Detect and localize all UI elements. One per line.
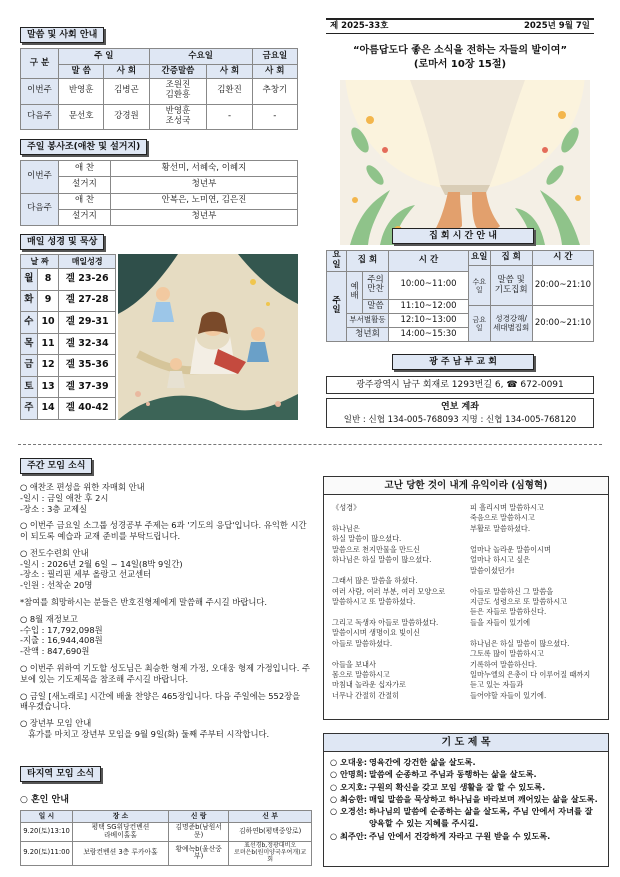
week-label: 다음주: [21, 193, 59, 226]
news-line: -잔액 : 847,690원: [20, 646, 90, 657]
prayer-text: 말씀에 순종하고 주님과 동행하는 삶을 살도록.: [369, 769, 537, 780]
fri-time: 20:00~21:10: [532, 306, 593, 342]
fri-meet: 성경강해/ 세대별집회: [490, 306, 532, 342]
prayer-item: [330, 793, 602, 805]
wed-meet: 말씀 및 기도집회: [490, 266, 532, 306]
wed-date: 9.20(토)11:00: [21, 841, 73, 865]
reading-num: 12: [37, 355, 59, 377]
verse-text: “아름답도다 좋은 소식을 전하는 자들의 발이여”: [352, 45, 568, 56]
prayer-text: 주님 안에서 건강하게 자라고 구원 받을 수 있도록.: [369, 830, 551, 841]
wedding-title: ○ 혼인 안내: [20, 795, 69, 805]
reading-text: 겔 27-28: [59, 290, 116, 312]
poem-line: [470, 576, 590, 586]
prayer-item: [330, 830, 602, 842]
poem-line: 들을 자들이 있기에: [470, 617, 531, 627]
poem-line: 죽음으로 말씀하시고: [470, 513, 535, 523]
prayer-title: 기 도 제 목: [324, 734, 608, 752]
preaching-table: [20, 48, 298, 130]
poem-line: 말씀이시며 생명이요 빛이신: [332, 628, 420, 638]
poem-line: 아들을 보내사: [332, 659, 376, 669]
reading-day: 화: [21, 290, 38, 312]
poem-line: 말씀하시고 또 말씀하셨다.: [332, 596, 416, 606]
wed-place: 보람컨벤션 3층 루카아홀: [73, 841, 169, 865]
prayer-text: 매일 말씀을 묵상하고 하나님을 바라보며 깨어있는 삶을 살도록.: [369, 793, 598, 804]
verse-ref: (로마서 10장 15절): [413, 59, 507, 70]
poem-line: 기록하여 말씀하신다.: [470, 659, 538, 669]
prayer-text: 구원의 확신을 갖고 모임 생활을 잘 할 수 있도록.: [369, 781, 546, 792]
col-verse: 매일성경: [59, 255, 116, 269]
weekly-news: [20, 482, 310, 746]
news-item: [20, 597, 310, 608]
poem-line: 마침내 놀라운 십자가로: [332, 680, 407, 690]
church-name: 광 주 남 부 교 회: [392, 354, 534, 370]
prayer-name: ○ 오경선:: [330, 806, 367, 817]
fri-label: 금요일: [469, 306, 491, 342]
poem-line: 몸으로 말씀하시고: [332, 670, 390, 679]
prayer-item: [330, 805, 602, 830]
poem-line: 들어야할 자들이 있기에.: [470, 690, 547, 700]
news-line: 휴가를 마치고 장년부 모임을 9월 9일(화) 둘째 주부터 시작합니다.: [28, 728, 270, 739]
host-cell: 강경원: [104, 104, 149, 130]
fri-host-cell: 추창기: [252, 79, 297, 105]
theme-verse: [326, 44, 594, 72]
poem-line: 아들로 말씀하신 그 말씀을: [470, 586, 554, 596]
dish-label: 설거지: [59, 209, 111, 225]
poem-line: 하나님은: [332, 523, 360, 533]
wedding-table: [20, 810, 312, 866]
poem-line: 그토록 많이 말씀하시고: [470, 649, 545, 659]
col-fri: 금요일: [252, 49, 297, 65]
poem-line: 그리고 독생자 아들로 말씀하셨다.: [332, 617, 439, 627]
poem-line: 여러 사람, 여러 부분, 여러 모양으로: [332, 586, 446, 596]
news-line: -일시 : 금일 애찬 후 2시: [20, 492, 109, 503]
reading-text: 겔 29-31: [59, 312, 116, 334]
news-head: ○ 이번주 위하여 기도할 성도님은 최승한 형제 가정, 오대웅 형제 가정입니다. 주보에 있는 기도제목을 참조해 주시길 바랍니다.: [20, 662, 310, 684]
news-head: ○ 8월 재정보고: [20, 613, 78, 624]
prayer-item: [330, 768, 602, 780]
reading-table: [20, 254, 116, 420]
news-line: -장소 : 필리핀 세부 올랑고 선교센터: [20, 569, 152, 580]
worship-label: 예 배: [347, 271, 363, 313]
wed-time: 20:00~21:10: [532, 266, 593, 306]
col-wed-date: 일 시: [21, 811, 73, 823]
news-line: -일시 : 2026년 2월 6일 ~ 14일(8박 9일간): [20, 558, 183, 569]
poem-line: 부활로 말씀하셨다.: [470, 523, 531, 533]
reading-day: 수: [21, 312, 38, 334]
account-title: 연보 계좌: [441, 402, 479, 412]
prayer-name: ○ 오대웅:: [330, 757, 367, 767]
meal-names: 안복은, 노미연, 김은진: [111, 193, 298, 209]
news-line: -장소 : 3층 교제실: [20, 503, 88, 514]
weekly-title: 주간 모임 소식: [20, 458, 92, 474]
news-head: *참여를 희망하시는 분들은 반호진형제에게 말씀해 주시길 바랍니다.: [20, 597, 268, 608]
col-wed: 수요일: [149, 49, 252, 65]
poem-line: [332, 649, 445, 659]
lords-supper-time: 10:00~11:00: [389, 271, 469, 299]
news-line: -지출 : 16,944,408원: [20, 635, 103, 646]
col-day: 요일: [469, 251, 491, 266]
news-head: ○ 애찬조 편성을 위한 자매회 안내: [20, 482, 145, 492]
fri-host-cell: -: [252, 104, 297, 130]
col-sermon: 말 씀: [59, 65, 104, 79]
wed-groom: 황예녹b(울산중부): [169, 841, 229, 865]
col-host: 사 회: [104, 65, 149, 79]
col-meet: 집 회: [347, 251, 389, 272]
dish-names: 청년부: [111, 177, 298, 193]
wed-groom: 김명준b(남원서문): [169, 823, 229, 842]
prayer-box: [323, 733, 609, 867]
prayer-name: ○ 최주안:: [330, 830, 367, 841]
lords-supper-label: 주의 만찬: [363, 271, 389, 299]
poem-line: 말씀으로 천지만물을 만드신: [332, 544, 420, 554]
reading-num: 9: [37, 290, 59, 312]
weekday-schedule-table: [468, 250, 594, 342]
host-cell: 김병곤: [104, 79, 149, 105]
dept-label: 부서별활동: [347, 314, 389, 328]
col-mid: 간증말씀: [149, 65, 207, 79]
col-meet: 집 회: [490, 251, 532, 266]
poem-line: 지금도 성령으로 또 말씀하시고: [470, 596, 568, 606]
news-item: [20, 520, 310, 542]
dish-label: 설거지: [59, 177, 111, 193]
prayer-list: [324, 752, 608, 846]
reading-text: 겔 35-36: [59, 355, 116, 377]
col-gubun: 구 분: [21, 49, 59, 79]
poem-line: [332, 566, 445, 576]
news-line: -수입 : 17,792,098원: [20, 624, 103, 635]
poem-box: [323, 476, 609, 720]
mid-cell: 반영훈 조성국: [149, 104, 207, 130]
sermon-time: 11:10~12:00: [389, 300, 469, 314]
poem-line: 피 흘리시며 말씀하시고: [470, 503, 545, 512]
wed-date: 9.20(토)13:10: [21, 823, 73, 842]
feet-illustration: [340, 80, 590, 245]
news-head: ○ 금일 [새노래로] 시간에 배울 찬양은 465장입니다. 다음 주일에는 552장을 배우겠습니다.: [20, 690, 301, 712]
youth-time: 14:00~15:30: [389, 328, 469, 342]
poem-line: 하실 말씀이 많으셨다.: [332, 534, 402, 544]
news-item: [20, 614, 310, 657]
news-item: [20, 548, 310, 591]
sermon-cell: 문선호: [59, 104, 104, 130]
meal-names: 황선미, 서혜숙, 이혜지: [111, 161, 298, 177]
page-divider: [18, 444, 602, 445]
news-head: ○ 전도수련회 안내: [20, 547, 89, 558]
poem-title: 고난 당한 것이 내게 유익이라 (심형혁): [324, 477, 608, 495]
mid-cell: 조원진 김환흥: [149, 79, 207, 105]
poem-line: 듣은 자들로 말씀하신다.: [470, 607, 547, 617]
meeting-title: 집 회 시 간 안 내: [392, 228, 534, 244]
dept-time: 12:10~13:00: [389, 314, 469, 328]
news-head: ○ 장년부 모임 안내: [20, 718, 92, 729]
poem-line: 말씀이셨던가!: [470, 565, 515, 575]
news-item: [20, 482, 310, 514]
poem-line: [470, 534, 590, 544]
reading-num: 10: [37, 312, 59, 334]
reading-title: 매일 성경 및 묵상: [20, 234, 104, 250]
news-item: [20, 663, 310, 685]
poem-line: [470, 628, 590, 638]
youth-label: 청년회: [347, 328, 389, 342]
wed-place: 평택 SG위당컨벤션 라베이홀홀: [73, 823, 169, 842]
sunday-schedule-table: [326, 250, 469, 342]
row-label: 다음주: [21, 104, 59, 130]
sermon-label: 말씀: [363, 300, 389, 314]
wed-bride: 김하연b(평택중앙로): [229, 823, 312, 842]
reading-num: 13: [37, 376, 59, 398]
wed-bride: 표선경b,정광대비오 로뎌은b(원미양국우여개)교회: [229, 841, 312, 865]
issue-header: [326, 18, 594, 34]
poem-line: 듣고 있는 자들과: [470, 680, 524, 690]
col-time: 시 간: [532, 251, 593, 266]
news-item: [20, 691, 310, 713]
volunteer-title: 주일 봉사조(애찬 및 설거지): [20, 139, 147, 155]
reading-text: 겔 23-26: [59, 269, 116, 291]
news-item: [20, 718, 310, 740]
church-address: 광주광역시 남구 회재로 1293번길 6, ☎ 672-0091: [326, 376, 594, 394]
prayer-item: [330, 756, 602, 768]
col-host2: 사 회: [207, 65, 252, 79]
news-line: -인원 : 선착순 20명: [20, 580, 93, 591]
reading-num: 8: [37, 269, 59, 291]
col-wed-groom: 신 랑: [169, 811, 229, 823]
prayer-text: 영육간에 강건한 삶을 살도록.: [369, 757, 476, 767]
poem-line: 얼마나 하시고 싶은: [470, 555, 531, 565]
poem-column-right: [470, 503, 590, 701]
reading-num: 14: [37, 398, 59, 420]
wed-host-cell: -: [207, 104, 252, 130]
col-wed-place: 장 소: [73, 811, 169, 823]
other-title: 타지역 모임 소식: [20, 766, 101, 782]
dish-names: 청년부: [111, 209, 298, 225]
col-wed-bride: 신 부: [229, 811, 312, 823]
prayer-text: 하나님의 말씀에 순종하는 삶을 살도록, 주님 안에서 자녀를 잘 양육할 수 있는 지혜를 주시길.: [369, 806, 593, 829]
poem-line: 《성경》: [332, 503, 361, 512]
meal-label: 애 찬: [59, 193, 111, 209]
issue-date: 2025년 9월 7일: [523, 21, 590, 31]
issue-number: 제 2025-33호: [330, 21, 389, 31]
account-text: 일반 : 신협 134-005-768093 지명 : 신협 134-005-768120: [343, 415, 577, 425]
wed-label: 수요일: [469, 266, 491, 306]
col-time: 시 간: [389, 251, 469, 272]
sunday-label: 주 일: [327, 271, 347, 341]
volunteer-table: [20, 160, 298, 226]
preaching-title: 말씀 및 사회 안내: [20, 27, 104, 43]
poem-line: 하나님은 하실 말씀이 많으셨다.: [332, 555, 432, 565]
meal-label: 애 찬: [59, 161, 111, 177]
poem-line: 아들로 말씀하셨다.: [332, 638, 393, 648]
col-host3: 사 회: [252, 65, 297, 79]
prayer-name: ○ 오지호:: [330, 781, 367, 792]
prayer-name: ○ 안명희:: [330, 769, 367, 780]
col-date: 날 짜: [21, 255, 59, 269]
sermon-cell: 반영훈: [59, 79, 104, 105]
reading-text: 겔 37-39: [59, 376, 116, 398]
poem-column-left: [332, 503, 445, 701]
poem-line: 얼마나 놀라운 말씀이시며: [470, 544, 551, 554]
poem-line: [332, 607, 445, 617]
col-day: 요일: [327, 251, 347, 272]
prayer-name: ○ 최승한:: [330, 793, 367, 804]
reading-day: 금: [21, 355, 38, 377]
poem-line: [332, 513, 445, 523]
poem-line: 너무나 간절히 간절히: [332, 690, 400, 700]
reading-num: 11: [37, 333, 59, 355]
poem-line: 그래서 많은 말씀을 하셨다.: [332, 576, 418, 586]
news-head: ○ 이번주 금요일 소그룹 성경공부 주제는 6과 '기도의 응답'입니다. 유익한 시간이 되도록 예습과 교재 준비를 부탁드립니다.: [20, 520, 307, 542]
row-label: 이번주: [21, 79, 59, 105]
poem-line: 하나님은 하실 말씀이 많으셨다.: [470, 638, 570, 648]
reading-day: 목: [21, 333, 38, 355]
account-box: [326, 398, 594, 428]
col-sunday: 주 일: [59, 49, 150, 65]
poem-line: 일마누엘의 은총이 다 이루어질 때까지: [470, 670, 591, 679]
wed-host-cell: 김환진: [207, 79, 252, 105]
reading-day: 토: [21, 376, 38, 398]
jesus-children-illustration: [118, 254, 298, 420]
prayer-item: [330, 781, 602, 793]
reading-text: 겔 32-34: [59, 333, 116, 355]
reading-day: 월: [21, 269, 38, 291]
reading-text: 겔 40-42: [59, 398, 116, 420]
week-label: 이번주: [21, 161, 59, 194]
reading-day: 주: [21, 398, 38, 420]
